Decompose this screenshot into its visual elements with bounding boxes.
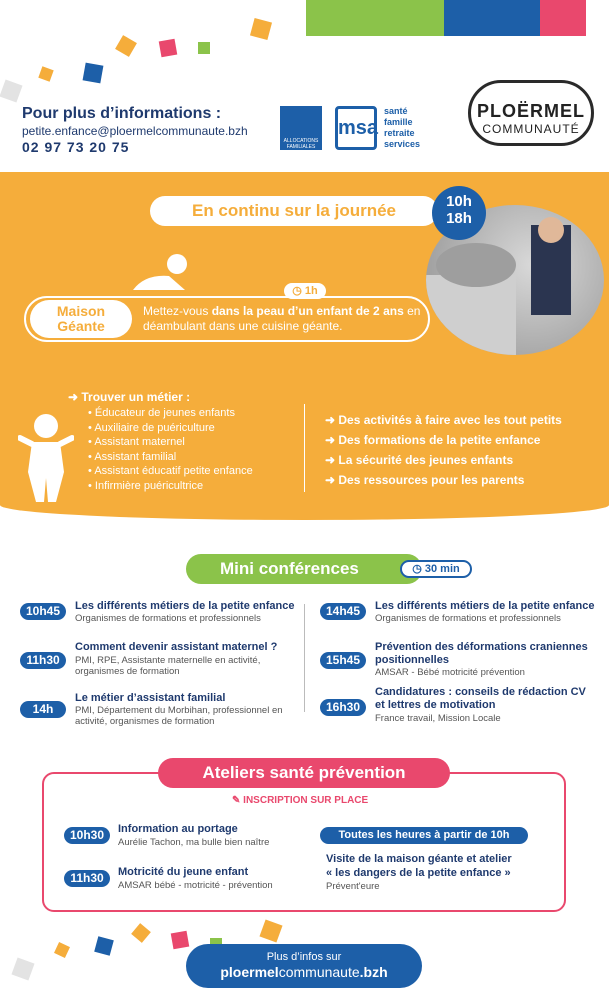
maison-label-line2: Géante [57, 318, 105, 334]
conference-sub: PMI, RPE, Assistante maternelle en activité, organismes de formation [75, 655, 261, 677]
website-link[interactable] [186, 944, 422, 988]
confetti-shape [115, 35, 137, 57]
list-item: ➜ Des ressources pour les parents [325, 470, 562, 490]
divider [304, 604, 305, 712]
conference-title: Les différents métiers de la petite enfance [375, 600, 595, 612]
conference-sub: Organismes de formations et professionnels [75, 613, 261, 624]
visite-sub: Prévent'eure [326, 881, 380, 892]
time-badge: 11h30 [64, 870, 110, 887]
time-badge: 16h30 [320, 699, 366, 716]
conference-title: Les différents métiers de la petite enfance [75, 600, 295, 612]
caf-label: ALLOCATIONS FAMILIALES [283, 138, 319, 150]
maison-label-line1: Maison [56, 303, 106, 319]
time-range-badge [432, 186, 486, 240]
confetti-shape [131, 923, 151, 943]
confetti-shape [38, 66, 53, 81]
confetti-shape [94, 936, 114, 956]
metiers-list [88, 406, 253, 494]
toutes-heures-badge: Toutes les heures à partir de 10h [320, 827, 528, 844]
ploermel-logo-line2: COMMUNAUTÉ [482, 122, 580, 136]
time-end: 18h [446, 210, 472, 227]
list-item: ➜ Des formations de la petite enfance [325, 430, 562, 450]
baby-standing-icon [18, 412, 74, 504]
visite-title-line1: Visite de la maison géante et atelier [326, 853, 512, 865]
baby-crawling-icon [125, 252, 195, 294]
ploermel-logo [468, 80, 594, 146]
trouver-metier-title [68, 390, 190, 404]
maison-text: en déambulant dans une cuisine géante. [143, 304, 421, 333]
confetti-shape [198, 42, 210, 54]
site-part: communaute [278, 964, 360, 980]
clock-icon: ◷ [412, 563, 425, 575]
caf-logo [280, 106, 322, 150]
trouver-metier-label: Trouver un métier : [81, 390, 191, 404]
list-item: • Assistant éducatif petite enfance [88, 464, 253, 479]
confetti-shape [83, 63, 104, 84]
confetti-shape [0, 79, 23, 102]
time-badge: 10h30 [64, 827, 110, 844]
site-part: .bzh [359, 964, 388, 980]
topbar-green [306, 0, 444, 36]
conference-sub: AMSAR - Bébé motricité prévention [375, 667, 525, 678]
website-url [186, 965, 422, 980]
clock-icon: ◷ [292, 285, 305, 297]
footer-line1: Plus d’infos sur [266, 951, 342, 963]
maison-text-bold: dans la peau d’un enfant de 2 ans [211, 304, 404, 318]
msa-logo-text: msa [338, 117, 379, 139]
conference-sub: France travail, Mission Locale [375, 713, 501, 724]
time-badge: 14h45 [320, 603, 366, 620]
list-item: ➜ La sécurité des jeunes enfants [325, 450, 562, 470]
conference-sub: PMI, Département du Morbihan, professionnel en activité, organismes de formation [75, 705, 283, 727]
msa-line: retraite [384, 128, 415, 138]
mini-duration-badge [400, 560, 472, 578]
conference-title: Candidatures : conseils de rédaction CV et lettres de motivation [375, 686, 586, 711]
time-badge: 14h [20, 701, 66, 718]
conference-sub: Organismes de formations et professionnels [375, 613, 561, 624]
list-item: • Infirmière puéricultrice [88, 479, 253, 494]
mini-duration: 30 min [424, 563, 460, 575]
time-badge: 10h45 [20, 603, 66, 620]
confetti-shape [159, 39, 178, 58]
maison-description [143, 304, 423, 334]
list-item: • Assistant maternel [88, 435, 253, 450]
topbar-blue [444, 0, 540, 36]
actions-list [325, 410, 562, 490]
arrow-right-icon: ➜ [68, 390, 82, 404]
msa-line: famille [384, 117, 413, 127]
ateliers-title: Ateliers santé prévention [158, 758, 450, 788]
continu-title: En continu sur la journée [150, 196, 438, 226]
info-title: Pour plus d’informations : [22, 105, 222, 122]
confetti-shape [54, 942, 70, 958]
conference-title: Prévention des déformations craniennes positionnelles [375, 641, 588, 666]
atelier-sub: Aurélie Tachon, ma bulle bien naître [118, 837, 270, 848]
duration-badge [284, 283, 326, 299]
form-icon: ✎ [232, 795, 244, 806]
time-badge: 15h45 [320, 652, 366, 669]
divider [304, 404, 305, 492]
inscription-note [232, 795, 368, 806]
phone-number[interactable]: 02 97 73 20 75 [22, 139, 130, 155]
confetti-shape [259, 919, 282, 942]
time-start: 10h [446, 193, 472, 210]
topbar-pink [540, 0, 586, 36]
list-item: • Auxiliaire de puériculture [88, 421, 253, 436]
confetti-shape [11, 957, 34, 980]
visite-title-line2: « les dangers de la petite enfance » [326, 867, 511, 879]
list-item: • Éducateur de jeunes enfants [88, 406, 253, 421]
duration-value: 1h [304, 285, 318, 297]
atelier-title: Information au portage [118, 823, 238, 835]
msa-logo [335, 106, 377, 150]
maison-geante-label [30, 300, 132, 338]
conference-title: Comment devenir assistant maternel ? [75, 641, 278, 653]
conference-title: Le métier d’assistant familial [75, 692, 226, 704]
ploermel-logo-line1: PLOËRMEL [476, 101, 585, 121]
site-part: ploermel [220, 964, 279, 980]
atelier-title: Motricité du jeune enfant [118, 866, 249, 878]
confetti-shape [171, 931, 190, 950]
time-badge: 11h30 [20, 652, 66, 669]
msa-line: santé [384, 106, 408, 116]
msa-tagline [384, 106, 420, 150]
msa-line: services [384, 139, 421, 149]
list-item: • Assistant familial [88, 450, 253, 465]
email-link[interactable]: petite.enfance@ploermelcommunaute.bzh [22, 124, 248, 138]
maison-text: Mettez-vous [143, 304, 212, 318]
inscription-label: INSCRIPTION SUR PLACE [243, 795, 369, 806]
mini-conferences-title: Mini conférences [186, 554, 422, 584]
list-item: ➜ Des activités à faire avec les tout petits [325, 410, 562, 430]
atelier-sub: AMSAR bébé - motricité - prévention [118, 880, 273, 891]
confetti-shape [250, 18, 272, 40]
